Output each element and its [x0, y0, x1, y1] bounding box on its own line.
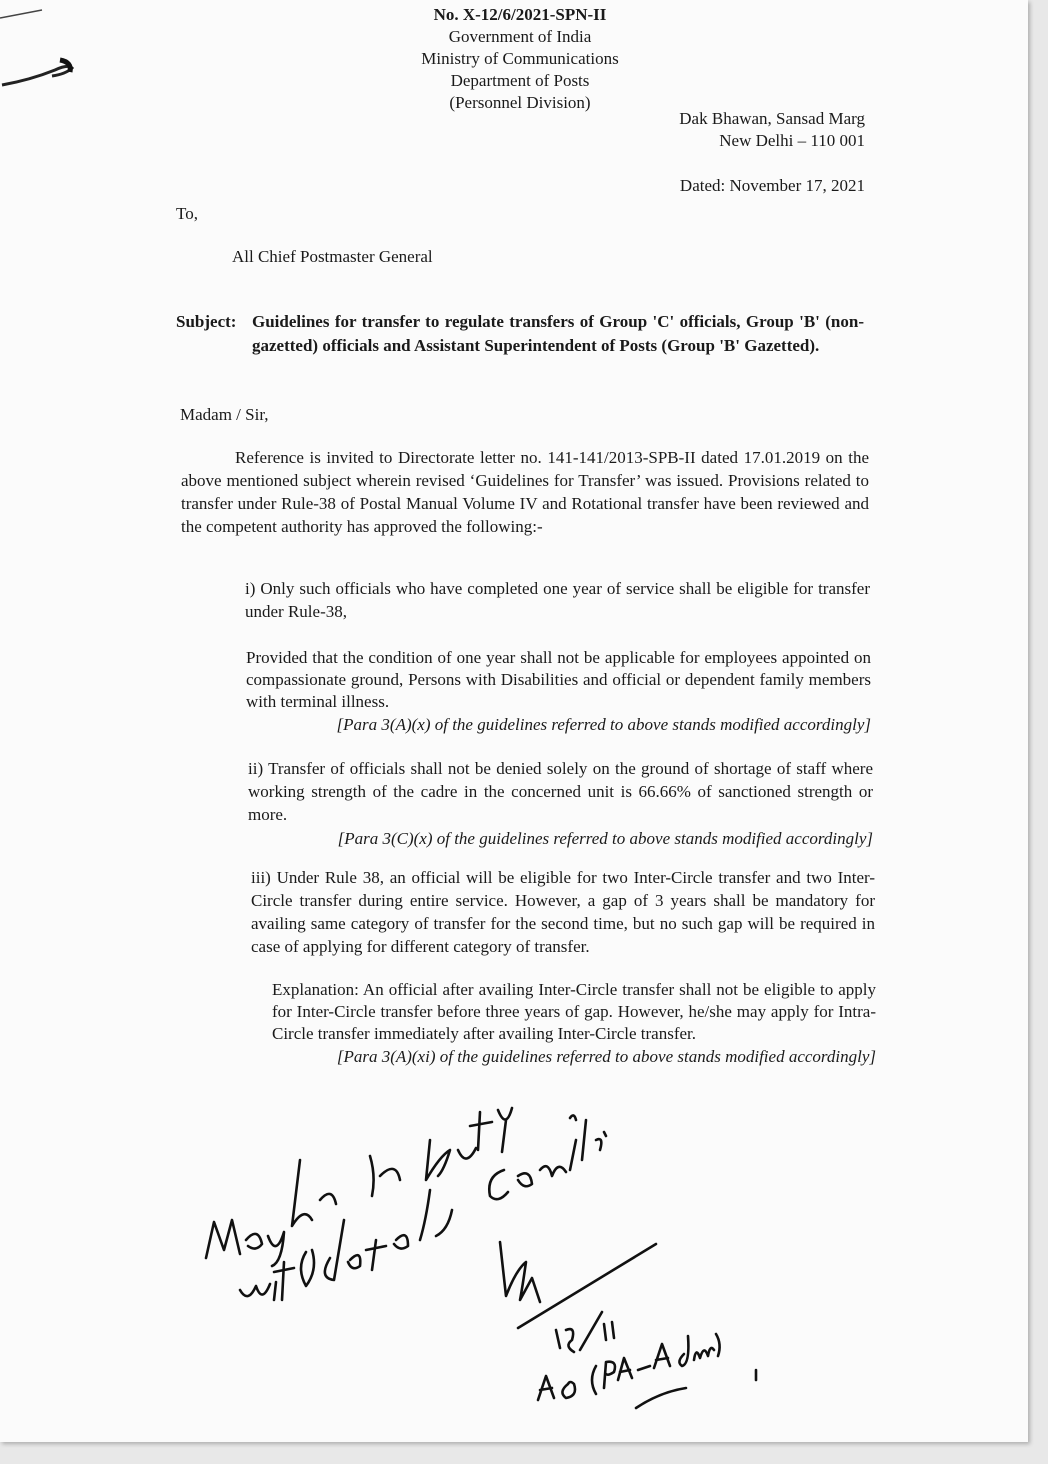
address-line-1: Dak Bhawan, Sansad Marg: [679, 109, 865, 128]
handwriting-stroke-18: [489, 1170, 508, 1199]
handwriting-stroke-27: [538, 1376, 554, 1400]
note-item-ii: [Para 3(C)(x) of the guidelines referred to above stands modified accordingly]: [337, 829, 873, 848]
handwriting-stroke-6: [370, 1156, 400, 1196]
handwriting-stroke-3: [268, 1232, 284, 1266]
handwriting-stroke-8: [458, 1112, 492, 1159]
proviso-text: Provided that the condition of one year shall not be applicable for employees appointed on compassionate ground, Persons with Disabilities and official or dependent family members with terminal illness.: [246, 648, 871, 711]
handwriting-stroke-22: [570, 1115, 606, 1136]
handwriting-stroke-21: [570, 1120, 601, 1170]
intro-paragraph: Reference is invited to Directorate letter no. 141-141/2013-SPB-II dated 17.01.2019 on the above mentioned subject wherein revised ‘Guidelines for Transfer’ was issued. Provisions related to transfer under Rule-38 of Postal Manual Volume IV and Rotational transfer have been reviewed and the competent authority has approved the following:-: [181, 448, 869, 536]
address-line-2: New Delhi – 110 001: [719, 131, 865, 150]
handwriting-stroke-14: [348, 1255, 360, 1268]
handwriting-stroke-4: [292, 1160, 312, 1226]
handwriting-stroke-26: [580, 1312, 614, 1350]
handwriting-stroke-11: [274, 1262, 294, 1300]
handwriting-stroke-16: [394, 1235, 408, 1248]
header-department: Department of Posts: [450, 71, 590, 90]
item-i: i) Only such officials who have completed one year of service shall be eligible for transfer under Rule-38,: [245, 579, 870, 621]
handwriting-stroke-32: [638, 1366, 650, 1370]
recipient: All Chief Postmaster General: [232, 247, 433, 266]
note-item-i: [Para 3(A)(x) of the guidelines referred to above stands modified accordingly]: [336, 715, 871, 734]
handwriting-stroke-9: [498, 1108, 512, 1152]
subject-label: Subject:: [176, 312, 237, 331]
handwriting-stroke-19: [518, 1173, 532, 1186]
handwriting-stroke-29: [592, 1366, 596, 1394]
file-number: No. X-12/6/2021-SPN-II: [433, 5, 607, 24]
handwriting-stroke-36: [716, 1334, 720, 1356]
handwriting-stroke-30: [604, 1362, 615, 1388]
handwriting-stroke-17: [420, 1190, 452, 1240]
handwriting-stroke-15: [366, 1240, 386, 1270]
letter-date: Dated: November 17, 2021: [679, 176, 865, 195]
handwriting-stroke-7: [426, 1140, 450, 1180]
item-ii: ii) Transfer of officials shall not be denied solely on the ground of shortage of staff where working strength of the cadre in the concerned unit is 66.66% of sanctioned strength or more.: [248, 759, 873, 824]
item-iii: iii) Under Rule 38, an official will be eligible for two Inter-Circle transfer and two Inter-Circle transfer during entire service. However, a gap of 3 years shall be mandatory for availing same category of transfer for the second time, but no such gap will be required in case of applying for different category of transfer.: [251, 868, 875, 956]
handwriting-stroke-13: [325, 1220, 344, 1280]
salutation: Madam / Sir,: [180, 405, 269, 424]
handwriting-stroke-1: [206, 1220, 240, 1258]
handwriting-stroke-37: [636, 1388, 686, 1408]
handwriting-stroke-25: [556, 1329, 574, 1352]
handwriting-stroke-35: [694, 1348, 714, 1360]
handwriting-stroke-5: [320, 1194, 336, 1204]
handwriting-stroke-24: [518, 1244, 656, 1328]
handwriting-stroke-28: [562, 1382, 575, 1398]
handwriting-stroke-33: [654, 1344, 670, 1368]
header-government: Government of India: [448, 27, 592, 46]
header-ministry: Ministry of Communications: [421, 49, 619, 68]
handwriting-stroke-20: [540, 1166, 566, 1176]
subject-text: Guidelines for transfer to regulate transfers of Group 'C' officials, Group 'B' (non-gazetted) officials and Assistant Superintendent of Posts (Group 'B' Gazetted).: [252, 312, 864, 355]
note-item-iii: [Para 3(A)(xi) of the guidelines referred to above stands modified accordingly]: [336, 1047, 876, 1066]
handwriting-stroke-31: [618, 1358, 632, 1380]
handwriting-stroke-12: [301, 1250, 314, 1286]
to-label: To,: [176, 204, 198, 223]
handwriting-stroke-10: [240, 1284, 270, 1296]
handwriting-stroke-23: [500, 1242, 540, 1302]
handwriting-stroke-34: [679, 1336, 688, 1366]
handwriting-stroke-2: [246, 1234, 262, 1249]
explanation-text: Explanation: An official after availing Inter-Circle transfer shall not be eligible to apply for Inter-Circle transfer before three years of gap. However, he/she may apply for Intra-Circle transfer immediately after availing Inter-Circle transfer.: [272, 980, 876, 1043]
header-division: (Personnel Division): [449, 93, 591, 112]
